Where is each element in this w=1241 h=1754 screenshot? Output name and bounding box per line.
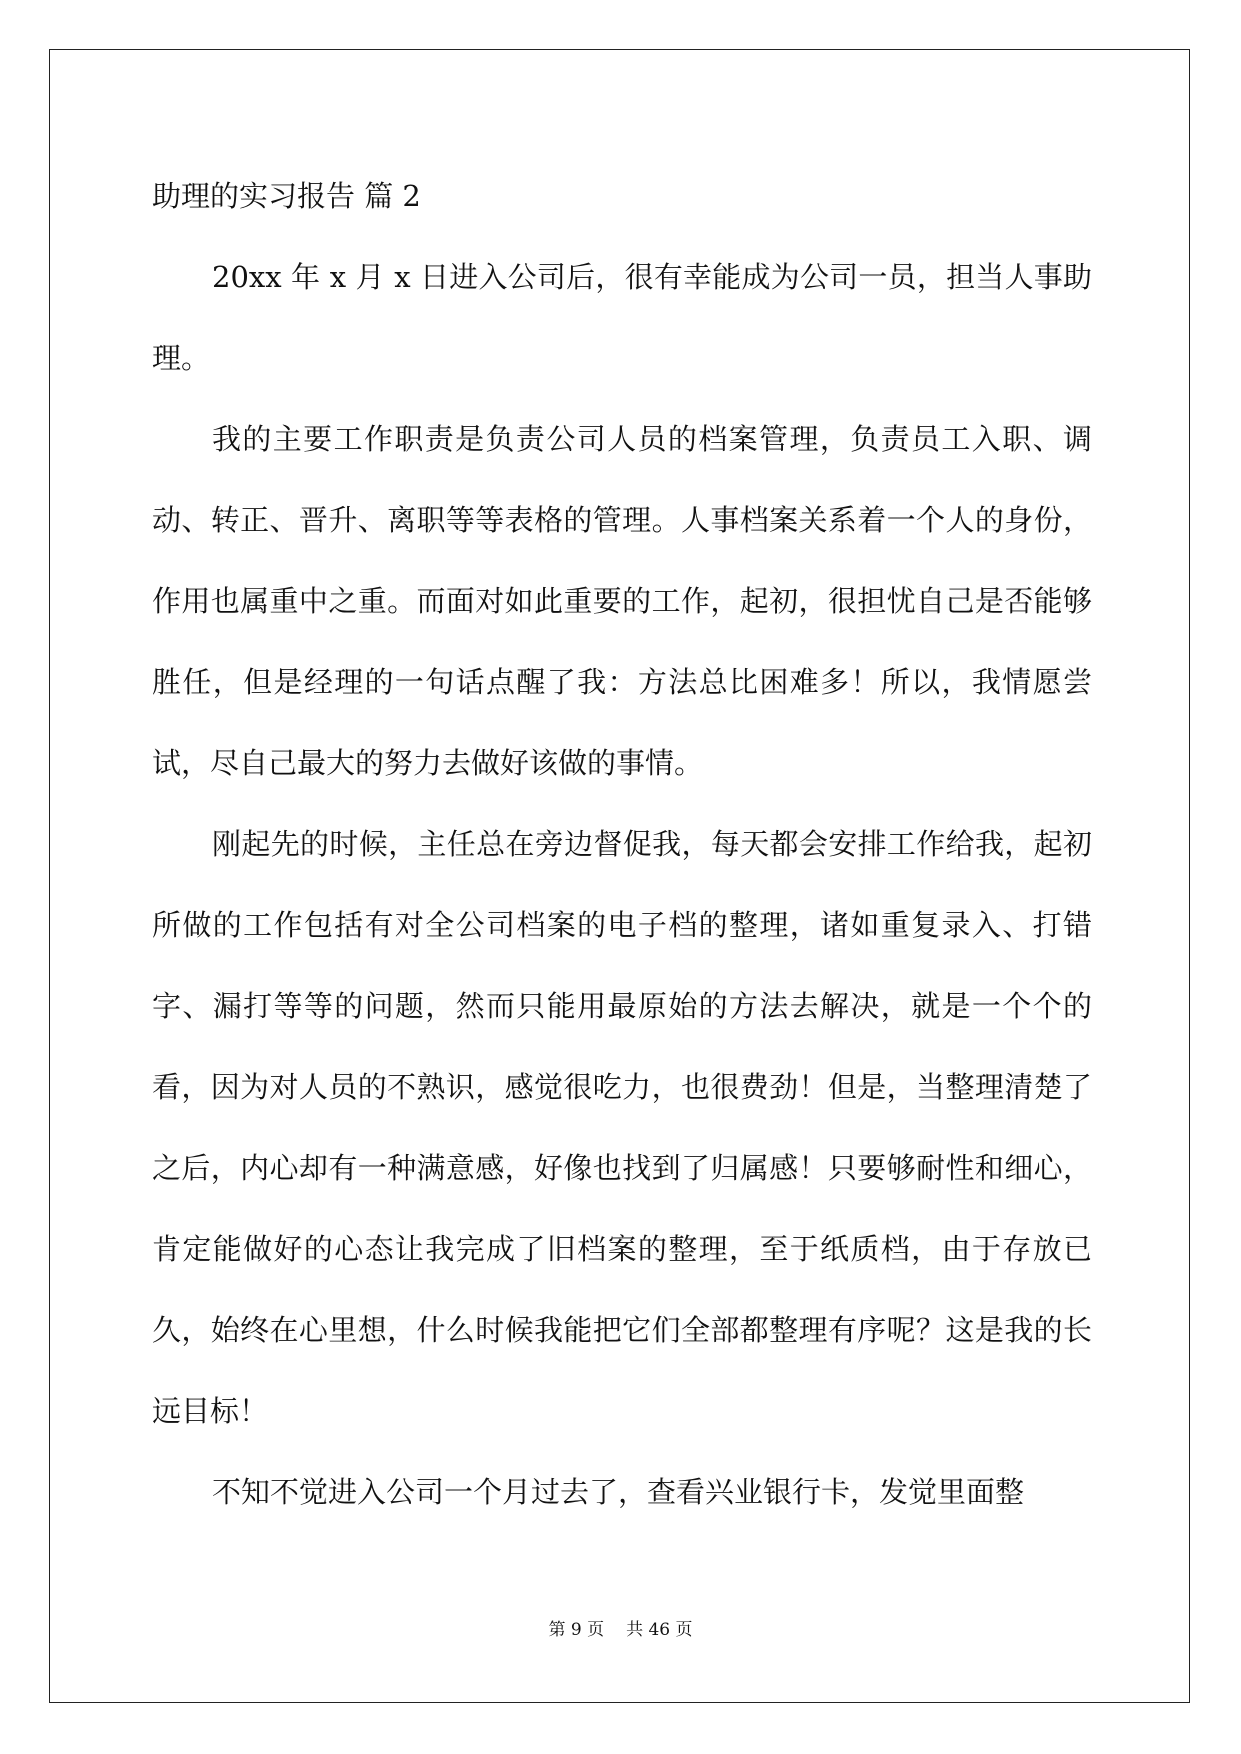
page-footer bbox=[0, 1618, 1241, 1642]
total-pages-label: 共 46 页 bbox=[626, 1620, 693, 1640]
current-page-label: 第 9 页 bbox=[548, 1620, 605, 1640]
document-body bbox=[152, 156, 1092, 1533]
paragraph-2: 我的主要工作职责是负责公司人员的档案管理，负责员工入职、调动、转正、晋升、离职等等表格的管理。人事档案关系着一个人的身份，作用也属重中之重。而面对如此重要的工作，起初，很担忧自己是否能够胜任，但是经理的一句话点醒了我：方法总比困难多！所以，我情愿尝试，尽自己最大的努力去做好该做的事情。 bbox=[152, 422, 1092, 780]
paragraph-4: 不知不觉进入公司一个月过去了，查看兴业银行卡，发觉里面整 bbox=[212, 1475, 1025, 1509]
section-heading: 助理的实习报告 篇 2 bbox=[152, 179, 421, 213]
paragraph-1: 20xx 年 x 月 x 日进入公司后，很有幸能成为公司一员，担当人事助理。 bbox=[152, 260, 1092, 375]
paragraph-3: 刚起先的时候，主任总在旁边督促我，每天都会安排工作给我，起初所做的工作包括有对全公司档案的电子档的整理，诸如重复录入、打错字、漏打等等的问题，然而只能用最原始的方法去解决，就是一个个的看，因为对人员的不熟识，感觉很吃力，也很费劲！但是，当整理清楚了之后，内心却有一种满意感，好像也找到了归属感！只要够耐性和细心，肯定能做好的心态让我完成了旧档案的整理，至于纸质档，由于存放已久，始终在心里想，什么时候我能把它们全部都整理有序呢？这是我的长远目标！ bbox=[152, 827, 1092, 1428]
